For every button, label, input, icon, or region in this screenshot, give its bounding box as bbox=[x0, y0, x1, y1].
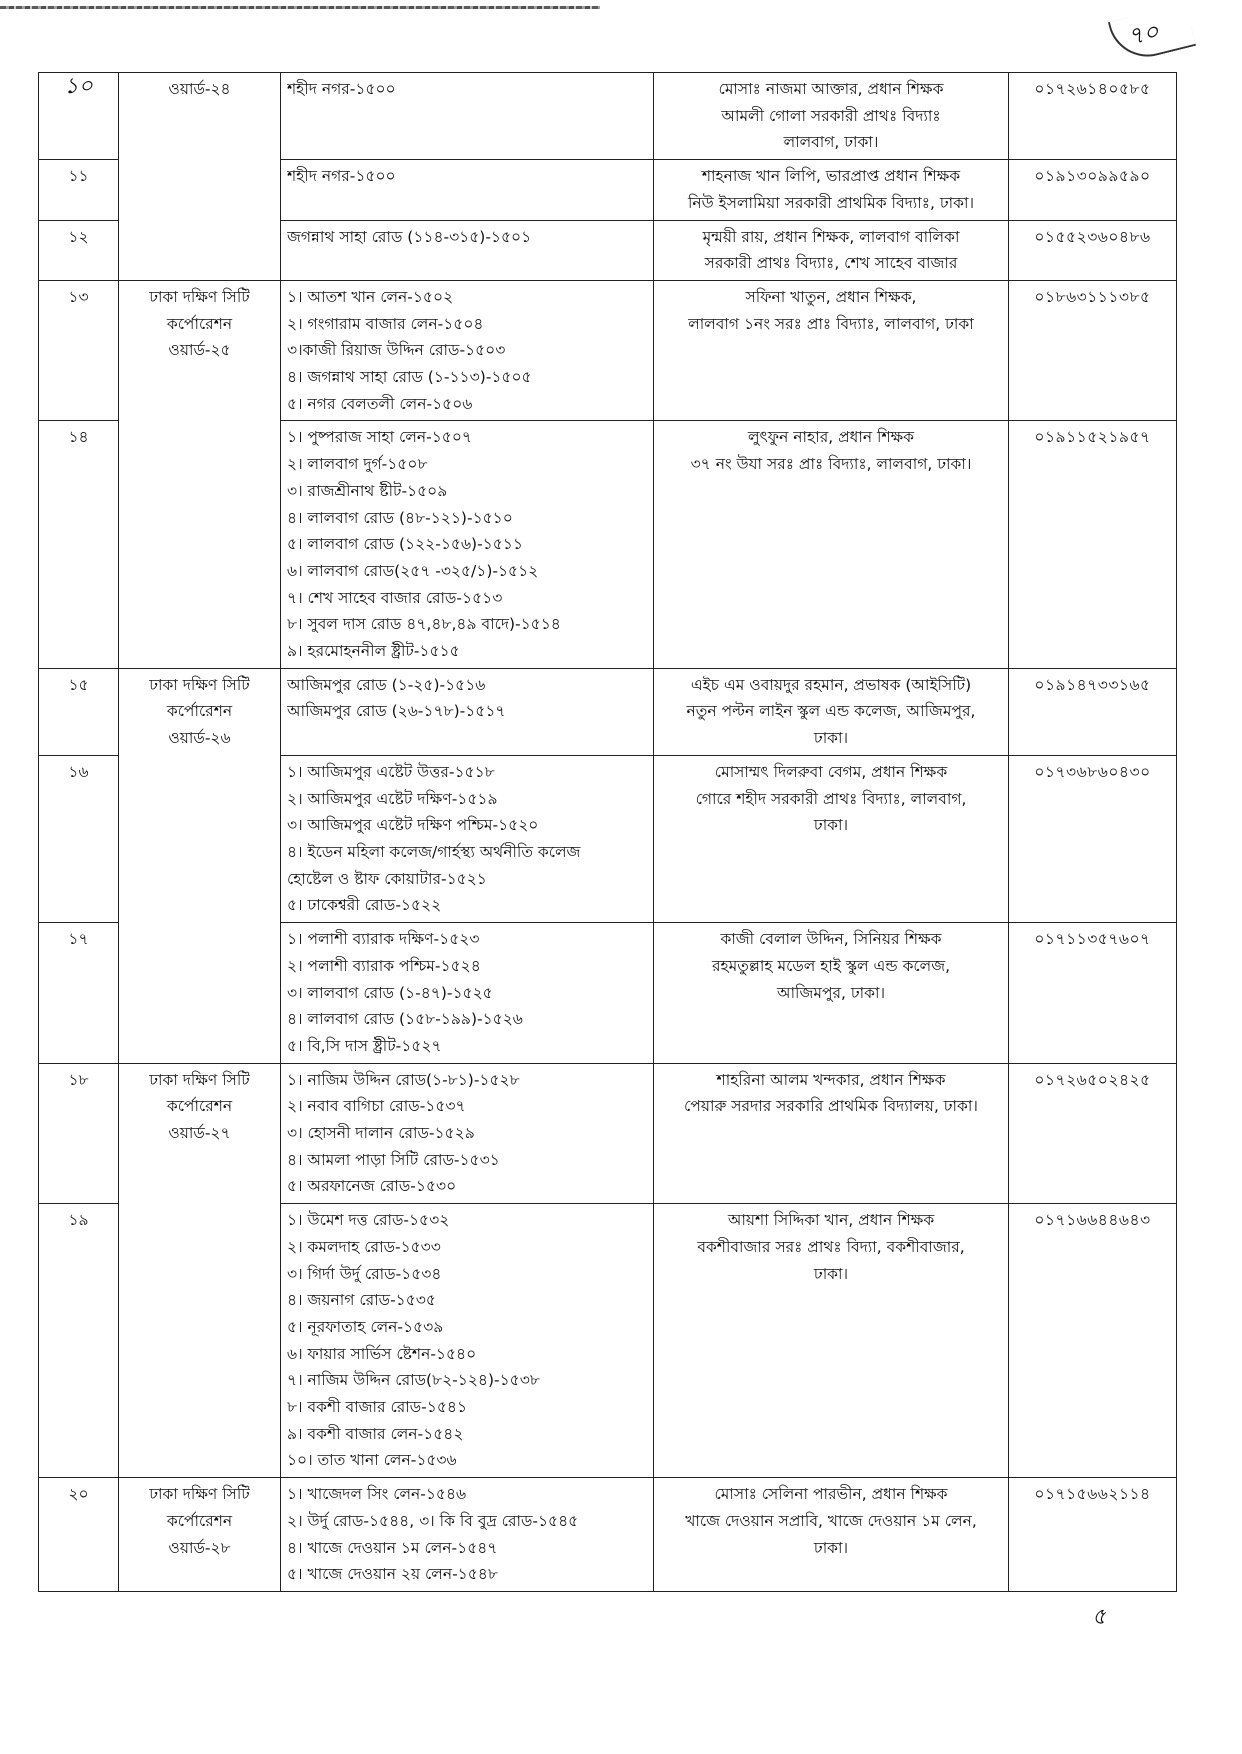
area-cell-line: ২। লালবাগ দুর্গ-১৫০৮ bbox=[287, 455, 428, 474]
area-cell-line: ১। আতশ খান লেন-১৫০২ bbox=[287, 287, 454, 306]
officer-cell-line: লালবাগ ১নং সরঃ প্রাঃ বিদ্যাঃ, লালবাগ, ঢাকা bbox=[688, 314, 974, 333]
area-cell-line: ৩। লালবাগ রোড (১-৪৭)-১৫২৫ bbox=[287, 983, 493, 1002]
officer-cell-line: মোসাঃ নাজমা আক্তার, প্রধান শিক্ষক bbox=[718, 80, 944, 98]
officer-cell bbox=[654, 755, 1009, 922]
area-cell-line: ৪। লালবাগ রোড (৪৮-১২১)-১৫১০ bbox=[287, 508, 513, 527]
table-row bbox=[39, 668, 1177, 755]
area-cell-line: ৩। রাজশ্রীনাথ ষ্টীট-১৫০৯ bbox=[287, 481, 448, 500]
area-cell-line: ৮। বকশী বাজার রোড-১৫৪১ bbox=[287, 1398, 468, 1417]
ward-cell-line: কর্পোরেশন bbox=[166, 1097, 233, 1116]
table-body bbox=[39, 73, 1177, 1592]
area-cell bbox=[281, 1063, 654, 1204]
ward-cell-line: ওয়ার্ড-২৭ bbox=[168, 1124, 231, 1143]
serial-number: ১২ bbox=[68, 227, 89, 246]
officer-cell-line: আয়শা সিদ্দিকা খান, প্রধান শিক্ষক bbox=[727, 1211, 935, 1230]
mobile-cell bbox=[1009, 1478, 1177, 1592]
area-cell-line: ২। গংগারাম বাজার লেন-১৫০৪ bbox=[287, 314, 484, 333]
officer-cell-line: সফিনা খাতুন, প্রধান শিক্ষক, bbox=[745, 287, 917, 306]
table-row bbox=[39, 220, 1177, 280]
mobile-cell bbox=[1009, 421, 1177, 668]
officer-cell-line: গোরে শহীদ সরকারী প্রাথঃ বিদ্যাঃ, লালবাগ, bbox=[695, 789, 967, 808]
table-row bbox=[39, 160, 1177, 220]
mobile-number: ০১৯১৪৭৩৩১৬৫ bbox=[1034, 675, 1151, 694]
serial-number: ১৭ bbox=[68, 930, 89, 949]
officer-cell-line: মোসাঃ সেলিনা পারভীন, প্রধান শিক্ষক bbox=[714, 1485, 948, 1504]
officer-cell-line: সরকারী প্রাথঃ বিদ্যাঃ, শেখ সাহেব বাজার bbox=[704, 254, 958, 273]
officer-cell-line: ঢাকা। bbox=[813, 729, 849, 748]
signature: ৫ bbox=[1090, 1604, 1108, 1631]
mobile-cell bbox=[1009, 668, 1177, 755]
officer-cell-line: মৃন্ময়ী রায়, প্রধান শিক্ষক, লালবাগ বালিকা bbox=[702, 227, 960, 246]
officer-cell bbox=[654, 1204, 1009, 1478]
officer-cell-line: ঢাকা। bbox=[813, 816, 849, 835]
officer-cell-line: ৩৭ নং উযা সরঃ প্রাঃ বিদ্যাঃ, লালবাগ, ঢাকা। bbox=[690, 455, 972, 474]
serial-number: ১৬ bbox=[68, 762, 89, 781]
mobile-cell bbox=[1009, 1204, 1177, 1478]
area-cell-line: ৪। খাজে দেওয়ান ১ম লেন-১৫৪৭ bbox=[287, 1538, 498, 1557]
officer-cell-line: খাজে দেওয়ান সপ্রাবি, খাজে দেওয়ান ১ম লেন, bbox=[685, 1511, 977, 1530]
mobile-cell bbox=[1009, 280, 1177, 421]
area-cell-line: ১। আজিমপুর এষ্টেট উত্তর-১৫১৮ bbox=[287, 762, 495, 781]
serial-cell bbox=[39, 1204, 119, 1478]
area-cell-line: ৯। বকশী বাজার লেন-১৫৪২ bbox=[287, 1424, 464, 1443]
serial-cell bbox=[39, 1478, 119, 1592]
officer-cell-line: শাহরিনা আলম খন্দকার, প্রধান শিক্ষক bbox=[716, 1070, 946, 1089]
officer-cell-line: বকশীবাজার সরঃ প্রাথঃ বিদ্যা, বকশীবাজার, bbox=[697, 1237, 965, 1256]
ward-cell-line: ঢাকা দক্ষিণ সিটি bbox=[149, 1070, 250, 1089]
officer-cell-line: আমলী গোলা সরকারী প্রাথঃ বিদ্যাঃ bbox=[721, 106, 941, 125]
serial-number: ১৩ bbox=[68, 287, 89, 306]
ward-cell bbox=[119, 220, 281, 280]
area-cell-line: ৪। জগন্নাথ সাহা রোড (১-১১৩)-১৫০৫ bbox=[287, 368, 532, 387]
area-cell-line: আজিমপুর রোড (২৬-১৭৮)-১৫১৭ bbox=[287, 702, 506, 721]
ward-cell-line: ওয়ার্ড-২৫ bbox=[168, 341, 231, 360]
mobile-number: ০১৯১৩০৯৯৫৯০ bbox=[1034, 167, 1151, 186]
serial-cell bbox=[39, 421, 119, 668]
area-cell-line: শহীদ নগর-১৫০০ bbox=[287, 80, 396, 98]
area-cell-line: ৮। সুবল দাস রোড ৪৭,৪৮,৪৯ বাদে)-১৫১৪ bbox=[287, 615, 561, 634]
officer-cell bbox=[654, 160, 1009, 220]
serial-number: ১০ bbox=[64, 74, 93, 99]
mobile-number: ০১৭১১৩৫৭৬০৭ bbox=[1034, 930, 1151, 949]
area-cell-line: শহীদ নগর-১৫০০ bbox=[287, 167, 396, 186]
serial-cell bbox=[39, 668, 119, 755]
area-cell-line: ২। কমলদাহ রোড-১৫৩৩ bbox=[287, 1237, 441, 1256]
ward-cell bbox=[119, 1478, 281, 1592]
officer-cell bbox=[654, 280, 1009, 421]
area-cell bbox=[281, 1478, 654, 1592]
mobile-number: ০১৭২৬১৪০৫৮৫ bbox=[1034, 80, 1151, 98]
serial-cell bbox=[39, 755, 119, 922]
officer-cell-line: ঢাকা। bbox=[813, 1264, 849, 1283]
area-cell-line: ৩।কাজী রিয়াজ উদ্দিন রোড-১৫০৩ bbox=[287, 341, 506, 360]
table-row bbox=[39, 755, 1177, 922]
officer-cell bbox=[654, 220, 1009, 280]
area-cell-line: ২। আজিমপুর এষ্টেট দক্ষিণ-১৫১৯ bbox=[287, 789, 498, 808]
area-cell-line: ৬। ফায়ার সার্ভিস ষ্টেশন-১৫৪০ bbox=[287, 1344, 477, 1363]
area-cell-line: আজিমপুর রোড (১-২৫)-১৫১৬ bbox=[287, 675, 486, 694]
officer-cell bbox=[654, 923, 1009, 1064]
area-cell-line: ১। খাজেদল সিং লেন-১৫৪৬ bbox=[287, 1485, 467, 1504]
mobile-cell bbox=[1009, 220, 1177, 280]
officer-cell bbox=[654, 73, 1009, 160]
ward-cell bbox=[119, 160, 281, 220]
table-row bbox=[39, 73, 1177, 160]
area-cell-line: ২। নবাব বাগিচা রোড-১৫৩৭ bbox=[287, 1097, 466, 1116]
polling-officer-table bbox=[38, 72, 1177, 1592]
table-row bbox=[39, 1204, 1177, 1478]
area-cell-line: জগন্নাথ সাহা রোড (১১৪-৩১৫)-১৫০১ bbox=[287, 227, 532, 246]
area-cell-line: ২। উর্দু রোড-১৫৪৪, ৩। কি বি বুদ্র রোড-১৫৪৫ bbox=[287, 1511, 579, 1530]
area-cell-line: ৩। আজিমপুর এষ্টেট দক্ষিণ পশ্চিম-১৫২০ bbox=[287, 816, 539, 835]
ward-cell-line: ওয়ার্ড-২৪ bbox=[168, 80, 231, 98]
mobile-cell bbox=[1009, 73, 1177, 160]
area-cell-line: ৪। আমলা পাড়া সিটি রোড-১৫৩১ bbox=[287, 1150, 500, 1169]
officer-cell bbox=[654, 1478, 1009, 1592]
officer-cell-line: শাহনাজ খান লিপি, ভারপ্রাপ্ত প্রধান শিক্ষক bbox=[701, 167, 961, 186]
ward-cell-line: ওয়ার্ড-২৬ bbox=[168, 729, 231, 748]
ward-cell bbox=[119, 755, 281, 922]
area-cell-line: ৩। হোসনী দালান রোড-১৫২৯ bbox=[287, 1124, 475, 1143]
area-cell-line: ১। পুষ্পরাজ সাহা লেন-১৫০৭ bbox=[287, 428, 472, 447]
serial-number: ১৪ bbox=[68, 428, 89, 447]
area-cell-line: ৪। ইডেন মহিলা কলেজ/গার্হস্থ্য অর্থনীতি কলেজ bbox=[287, 842, 581, 861]
area-cell-line: ১। পলাশী ব্যারাক দক্ষিণ-১৫২৩ bbox=[287, 930, 480, 949]
officer-cell bbox=[654, 1063, 1009, 1204]
officer-cell bbox=[654, 668, 1009, 755]
mobile-number: ০১৮৬৩১১১৩৮৫ bbox=[1034, 287, 1151, 306]
area-cell-line: ৪। লালবাগ রোড (১৫৮-১৯৯)-১৫২৬ bbox=[287, 1010, 523, 1029]
area-cell-line: ৫। লালবাগ রোড (১২২-১৫৬)-১৫১১ bbox=[287, 535, 523, 554]
serial-cell bbox=[39, 280, 119, 421]
area-cell bbox=[281, 923, 654, 1064]
ward-cell bbox=[119, 421, 281, 668]
ward-cell bbox=[119, 73, 281, 160]
officer-cell-line: লালবাগ, ঢাকা। bbox=[783, 133, 879, 152]
officer-cell-line: এইচ এম ওবায়দুর রহমান, প্রভাষক (আইসিটি) bbox=[690, 675, 972, 694]
ward-cell bbox=[119, 668, 281, 755]
ward-cell-line: ঢাকা দক্ষিণ সিটি bbox=[149, 287, 250, 306]
officer-cell bbox=[654, 421, 1009, 668]
mobile-number: ০১৭১৬৬৪৪৬৪৩ bbox=[1034, 1211, 1151, 1230]
mobile-number: ০১৭৩৬৮৬০৪৩০ bbox=[1034, 762, 1151, 781]
mobile-number: ০১৯১১৫২১৯৫৭ bbox=[1034, 428, 1151, 447]
area-cell-line: ৪। জয়নাগ রোড-১৫৩৫ bbox=[287, 1291, 436, 1310]
area-cell bbox=[281, 755, 654, 922]
mobile-number: ০১৫৫২৩৬০৪৮৬ bbox=[1034, 227, 1151, 246]
mobile-number: ০১৭১৫৬৬২১১৪ bbox=[1034, 1485, 1151, 1504]
ward-cell-line: কর্পোরেশন bbox=[166, 314, 233, 333]
area-cell-line: ৫। নগর বেলতলী লেন-১৫০৬ bbox=[287, 394, 473, 413]
ward-cell-line: কর্পোরেশন bbox=[166, 702, 233, 721]
area-cell-line: ৫। বি,সি দাস ষ্ট্রীট-১৫২৭ bbox=[287, 1036, 442, 1055]
officer-cell-line: কাজী বেলাল উদ্দিন, সিনিয়র শিক্ষক bbox=[720, 930, 942, 949]
mobile-cell bbox=[1009, 923, 1177, 1064]
serial-cell bbox=[39, 220, 119, 280]
officer-cell-line: লুৎফুন নাহার, প্রধান শিক্ষক bbox=[747, 428, 915, 447]
officer-cell-line: আজিমপুর, ঢাকা। bbox=[776, 983, 886, 1002]
area-cell-line: ৭। শেখ সাহেব বাজার রোড-১৫১৩ bbox=[287, 588, 503, 607]
table-row bbox=[39, 923, 1177, 1064]
ward-cell-line: ঢাকা দক্ষিণ সিটি bbox=[149, 1485, 250, 1504]
officer-cell-line: নিউ ইসলামিয়া সরকারী প্রাথমিক বিদ্যাঃ, ঢাকা। bbox=[688, 193, 974, 212]
area-cell-line: ৯। হরমোহননীল ষ্ট্রীট-১৫১৫ bbox=[287, 642, 460, 661]
area-cell-line: ৭। নাজিম উদ্দিন রোড(৮২-১২৪)-১৫৩৮ bbox=[287, 1371, 540, 1390]
area-cell-line: ১। উমেশ দত্ত রোড-১৫৩২ bbox=[287, 1211, 450, 1230]
table-row bbox=[39, 421, 1177, 668]
area-cell bbox=[281, 668, 654, 755]
serial-number: ১৫ bbox=[68, 675, 89, 694]
area-cell-line: ৫। অরফানেজ রোড-১৫৩০ bbox=[287, 1177, 457, 1196]
ward-cell bbox=[119, 1204, 281, 1478]
ward-cell bbox=[119, 1063, 281, 1204]
table-row bbox=[39, 280, 1177, 421]
area-cell-line: ৬। লালবাগ রোড(২৫৭ -৩২৫/১)-১৫১২ bbox=[287, 561, 539, 580]
officer-cell-line: মোসাম্মৎ দিলরুবা বেগম, প্রধান শিক্ষক bbox=[714, 762, 948, 781]
serial-number: ১১ bbox=[68, 167, 89, 186]
mobile-number: ০১৭২৬৫০২৪২৫ bbox=[1034, 1070, 1151, 1089]
serial-cell bbox=[39, 923, 119, 1064]
area-cell-line: ৫। ঢাকেশ্বরী রোড-১৫২২ bbox=[287, 896, 442, 915]
ward-cell bbox=[119, 280, 281, 421]
area-cell bbox=[281, 280, 654, 421]
area-cell-line: ৫। খাজে দেওয়ান ২য় লেন-১৫৪৮ bbox=[287, 1565, 498, 1584]
area-cell-line: ২। পলাশী ব্যারাক পশ্চিম-১৫২৪ bbox=[287, 956, 481, 975]
serial-number: ১৮ bbox=[68, 1070, 89, 1089]
serial-cell bbox=[39, 160, 119, 220]
mobile-cell bbox=[1009, 755, 1177, 922]
area-cell-line: ১০। তাত খানা লেন-১৫৩৬ bbox=[287, 1451, 457, 1470]
serial-cell bbox=[39, 73, 119, 160]
ward-cell bbox=[119, 923, 281, 1064]
serial-number: ২০ bbox=[68, 1485, 89, 1504]
ward-cell-line: কর্পোরেশন bbox=[166, 1511, 233, 1530]
area-cell bbox=[281, 73, 654, 160]
area-cell bbox=[281, 421, 654, 668]
officer-cell-line: রহমতুল্লাহ মডেল হাই স্কুল এন্ড কলেজ, bbox=[712, 956, 950, 975]
table-row bbox=[39, 1063, 1177, 1204]
ward-cell-line: ওয়ার্ড-২৮ bbox=[168, 1538, 231, 1557]
table-row bbox=[39, 1478, 1177, 1592]
area-cell bbox=[281, 160, 654, 220]
mobile-cell bbox=[1009, 1063, 1177, 1204]
serial-cell bbox=[39, 1063, 119, 1204]
mobile-cell bbox=[1009, 160, 1177, 220]
top-scan-line bbox=[0, 6, 600, 9]
area-cell-line: ১। নাজিম উদ্দিন রোড(১-৮১)-১৫২৮ bbox=[287, 1070, 520, 1089]
officer-cell-line: নতুন পল্টন লাইন স্কুল এন্ড কলেজ, আজিমপুর, bbox=[686, 702, 976, 721]
area-cell bbox=[281, 1204, 654, 1478]
officer-cell-line: ঢাকা। bbox=[813, 1538, 849, 1557]
area-cell bbox=[281, 220, 654, 280]
area-cell-line: ৫। নূরফাতাহ লেন-১৫৩৯ bbox=[287, 1317, 444, 1336]
area-cell-line: হোষ্টেল ও ষ্টাফ কোয়াটার-১৫২১ bbox=[287, 869, 487, 888]
page-number: ৭০ bbox=[1125, 17, 1162, 51]
area-cell-line: ৩। গির্দা উর্দু রোড-১৫৩৪ bbox=[287, 1264, 442, 1283]
serial-number: ১৯ bbox=[68, 1211, 89, 1230]
officer-cell-line: পেয়ারু সরদার সরকারি প্রাথমিক বিদ্যালয়, ঢাকা। bbox=[684, 1097, 978, 1116]
ward-cell-line: ঢাকা দক্ষিণ সিটি bbox=[149, 675, 250, 694]
